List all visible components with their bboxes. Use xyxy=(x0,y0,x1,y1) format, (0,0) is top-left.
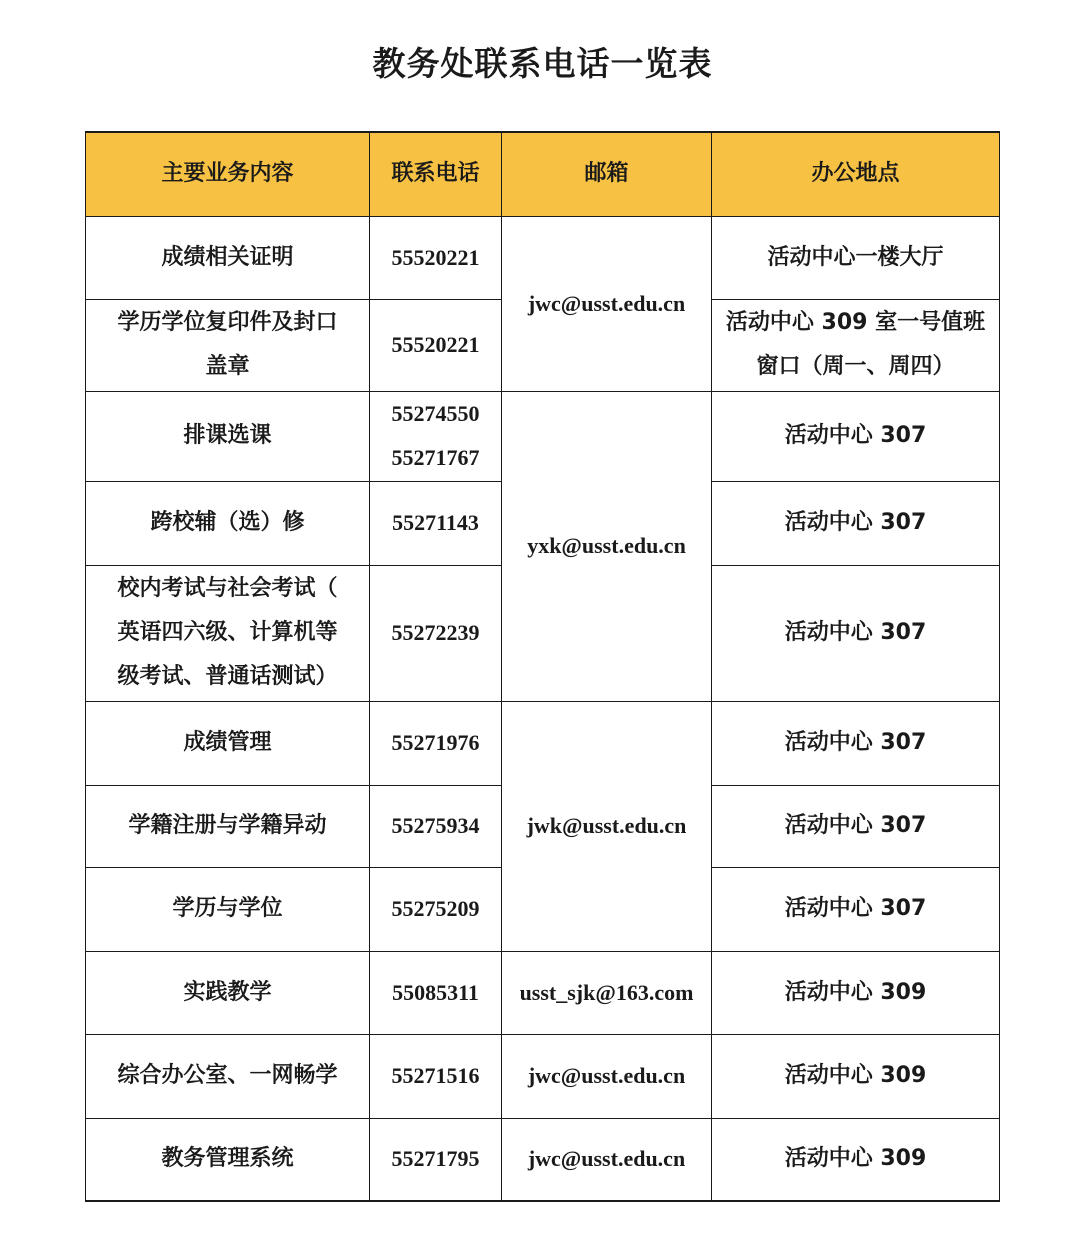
business-cell: 学籍注册与学籍异动 xyxy=(86,785,370,867)
email-cell: usst_sjk@163.com xyxy=(502,951,712,1034)
table-row xyxy=(86,216,1000,299)
location-cell xyxy=(712,299,1000,391)
table-row xyxy=(86,1034,1000,1118)
phone-cell: 55275934 xyxy=(370,785,502,867)
phone-cell: 55272239 xyxy=(370,565,502,701)
email-cell: jwk@usst.edu.cn xyxy=(502,701,712,951)
location-line: 活动中心 309 室一号值班 xyxy=(725,310,986,335)
header-location: 办公地点 xyxy=(712,132,1000,216)
location-cell: 活动中心 307 xyxy=(712,481,1000,565)
business-cell: 实践教学 xyxy=(86,951,370,1034)
business-line: 盖章 xyxy=(205,354,250,379)
table-row xyxy=(86,701,1000,785)
location-cell: 活动中心 309 xyxy=(712,1118,1000,1201)
email-cell: jwc@usst.edu.cn xyxy=(502,1118,712,1201)
page-title: 教务处联系电话一览表 xyxy=(372,44,713,83)
business-line: 级考试、普通话测试） xyxy=(117,664,338,689)
business-cell: 跨校辅（选）修 xyxy=(86,481,370,565)
location-cell: 活动中心 307 xyxy=(712,565,1000,701)
contact-table xyxy=(85,131,1000,1202)
phone-line: 55271767 xyxy=(391,445,480,470)
location-cell: 活动中心 307 xyxy=(712,391,1000,481)
business-cell: 排课选课 xyxy=(86,391,370,481)
phone-line: 55274550 xyxy=(391,401,480,426)
business-line: 英语四六级、计算机等 xyxy=(117,620,338,645)
header-business: 主要业务内容 xyxy=(86,132,370,216)
location-cell: 活动中心 309 xyxy=(712,1034,1000,1118)
business-cell: 学历与学位 xyxy=(86,867,370,951)
email-cell: jwc@usst.edu.cn xyxy=(502,216,712,391)
email-cell: yxk@usst.edu.cn xyxy=(502,391,712,701)
business-cell xyxy=(86,565,370,701)
business-cell: 成绩相关证明 xyxy=(86,216,370,299)
header-email: 邮箱 xyxy=(502,132,712,216)
business-cell: 综合办公室、一网畅学 xyxy=(86,1034,370,1118)
phone-cell: 55271143 xyxy=(370,481,502,565)
business-cell xyxy=(86,299,370,391)
location-line: 窗口（周一、周四） xyxy=(756,354,955,379)
phone-cell: 55275209 xyxy=(370,867,502,951)
business-cell: 教务管理系统 xyxy=(86,1118,370,1201)
location-cell: 活动中心 309 xyxy=(712,951,1000,1034)
table-row xyxy=(86,1118,1000,1201)
phone-cell: 55271516 xyxy=(370,1034,502,1118)
phone-cell: 55271795 xyxy=(370,1118,502,1201)
location-cell: 活动中心 307 xyxy=(712,785,1000,867)
location-cell: 活动中心一楼大厅 xyxy=(712,216,1000,299)
header-row xyxy=(86,132,1000,216)
phone-cell xyxy=(370,391,502,481)
phone-cell: 55520221 xyxy=(370,216,502,299)
table-row xyxy=(86,951,1000,1034)
phone-cell: 55271976 xyxy=(370,701,502,785)
table-row xyxy=(86,391,1000,481)
business-line: 学历学位复印件及封口 xyxy=(117,310,338,335)
header-phone: 联系电话 xyxy=(370,132,502,216)
phone-cell: 55085311 xyxy=(370,951,502,1034)
location-cell: 活动中心 307 xyxy=(712,701,1000,785)
business-cell: 成绩管理 xyxy=(86,701,370,785)
business-line: 校内考试与社会考试（ xyxy=(117,576,338,601)
location-cell: 活动中心 307 xyxy=(712,867,1000,951)
email-cell: jwc@usst.edu.cn xyxy=(502,1034,712,1118)
phone-cell: 55520221 xyxy=(370,299,502,391)
